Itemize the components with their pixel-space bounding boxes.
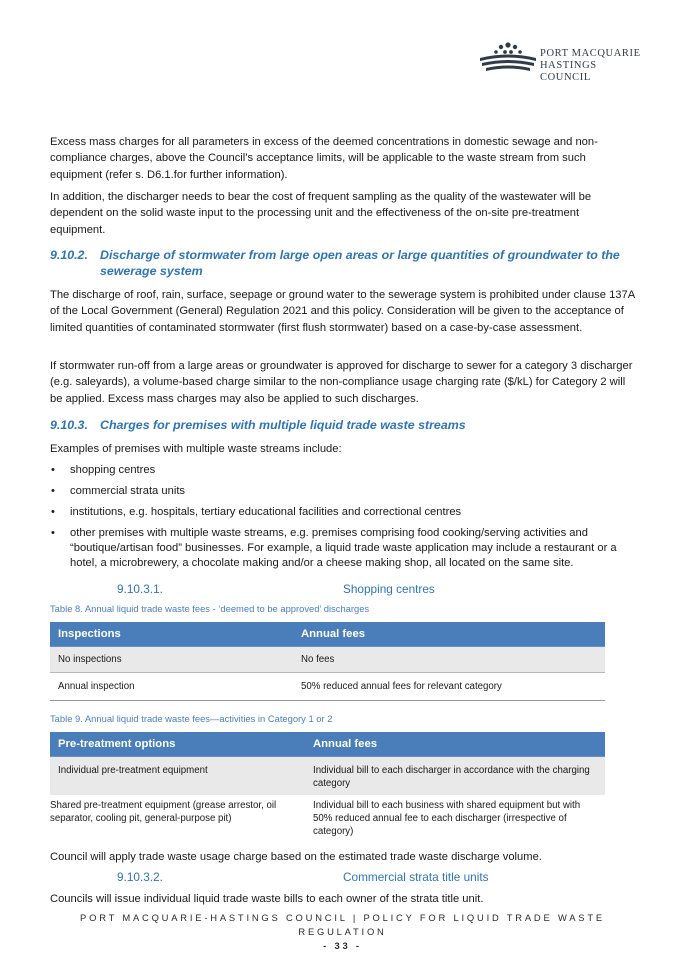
council-logo-icon [478, 38, 538, 74]
table-cell: No fees [293, 647, 605, 673]
column-header: Inspections [50, 622, 293, 647]
column-header: Annual fees [293, 622, 605, 647]
table-9-caption: Table 9. Annual liquid trade waste fees—activities in Category 1 or 2 [50, 713, 333, 724]
intro-paragraph-1: Excess mass charges for all parameters in excess of the deemed concentrations in domestic sewage and non-compliance charges, above the Council’s acceptance limits, will be applicable to the waste stream from such equipment (refer s. D6.1.for further information). [50, 136, 598, 181]
section-title: Charges for premises with multiple liquid trade waste streams [100, 418, 466, 432]
list-item [50, 526, 640, 571]
list-item [50, 463, 640, 478]
stormwater-paragraph-1: The discharge of roof, rain, surface, seepage or ground water to the sewerage system is prohibited under clause 137A of the Local Government (General) Regulation 2021 and this policy. Consideration will be given to the acceptance of limited quantities of contaminated stormwater (first flush stormwater) based on a case-by-case assessment. [50, 289, 635, 334]
table-row [50, 795, 605, 839]
table-cell: No inspections [50, 647, 293, 673]
council-logo [478, 38, 648, 83]
logo-line-2: HASTINGS COUNCIL [540, 60, 597, 83]
table-8 [50, 622, 605, 701]
section-heading-9-10-3 [50, 418, 640, 434]
logo-line-1: PORT MACQUARIE [540, 48, 641, 59]
intro-paragraph-2: In addition, the discharger needs to bear the cost of frequent sampling as the quality of the wastewater will be dependent on the solid waste input to the processing unit and the effectiveness of the on-site pre-treatment equipment. [50, 191, 592, 236]
table-cell: Individual bill to each discharger in accordance with the charging category [305, 757, 605, 795]
page-number: - 33 - [323, 940, 362, 951]
table-8-caption: Table 8. Annual liquid trade waste fees - ‘deemed to be approved’ discharges [50, 603, 370, 614]
column-header: Pre-treatment options [50, 732, 305, 757]
bullet-icon: • [51, 485, 55, 497]
column-header: Annual fees [305, 732, 605, 757]
table-cell: Shared pre-treatment equipment (grease arrestor, oil separator, cooling pit, general-purpose pit) [50, 799, 277, 824]
list-item [50, 505, 640, 520]
table-cell: 50% reduced annual fees for relevant category [293, 673, 605, 701]
list-item-text: other premises with multiple waste streams, e.g. premises comprising food cooking/serving activities and “boutique/artisan food” businesses. For example, a liquid trade waste application may include a restaurant or a hotel, a microbrewery, a chocolate making and/or a cheese making shop, all located on the same site. [70, 527, 617, 569]
section-number: 9.10.3. [50, 418, 88, 432]
bullet-icon: • [51, 506, 55, 518]
subsection-title: Commercial strata title units [343, 870, 489, 884]
multiple-streams-intro: Examples of premises with multiple waste streams include: [50, 443, 342, 455]
table-header-row [50, 622, 605, 647]
footer-line-2: REGULATION [298, 926, 387, 937]
list-item-text: shopping centres [70, 464, 156, 476]
stormwater-paragraph-2: If stormwater run-off from a large areas or groundwater is approved for discharge to sewer for a category 3 discharger (e.g. saleyards), a volume-based charge similar to the non-compliance usage charging rate ($/kL) for Category 2 will be applied. Excess mass charges may also be applied to such discharges. [50, 360, 633, 405]
section-heading-9-10-2 [50, 248, 640, 279]
subsection-title: Shopping centres [343, 582, 435, 596]
subsection-number: 9.10.3.1. [117, 582, 163, 596]
bullet-icon: • [51, 464, 55, 476]
table-header-row [50, 732, 605, 757]
usage-charge-paragraph: Council will apply trade waste usage charge based on the estimated trade waste discharge volume. [50, 851, 542, 863]
table-row [50, 673, 605, 701]
list-item [50, 484, 640, 499]
list-item-text: commercial strata units [70, 485, 186, 497]
table-row [50, 647, 605, 673]
section-title: Discharge of stormwater from large open areas or large quantities of groundwater to the sewerage system [100, 248, 620, 278]
table-cell: Individual pre-treatment equipment [50, 757, 305, 795]
footer-line-1: PORT MACQUARIE-HASTINGS COUNCIL | POLICY FOR LIQUID TRADE WASTE [80, 912, 605, 923]
subsection-number: 9.10.3.2. [117, 870, 163, 884]
table-row [50, 757, 605, 795]
list-item-text: institutions, e.g. hospitals, tertiary educational facilities and correctional centres [70, 506, 462, 518]
table-9 [50, 732, 605, 839]
bullet-icon: • [51, 527, 55, 539]
section-number: 9.10.2. [50, 248, 88, 262]
table-cell: Individual bill to each business with shared equipment but with 50% reduced annual fee to each discharger (irrespective of category) [313, 799, 581, 837]
table-cell: Annual inspection [50, 673, 293, 701]
strata-paragraph: Councils will issue individual liquid trade waste bills to each owner of the strata title unit. [50, 893, 484, 905]
